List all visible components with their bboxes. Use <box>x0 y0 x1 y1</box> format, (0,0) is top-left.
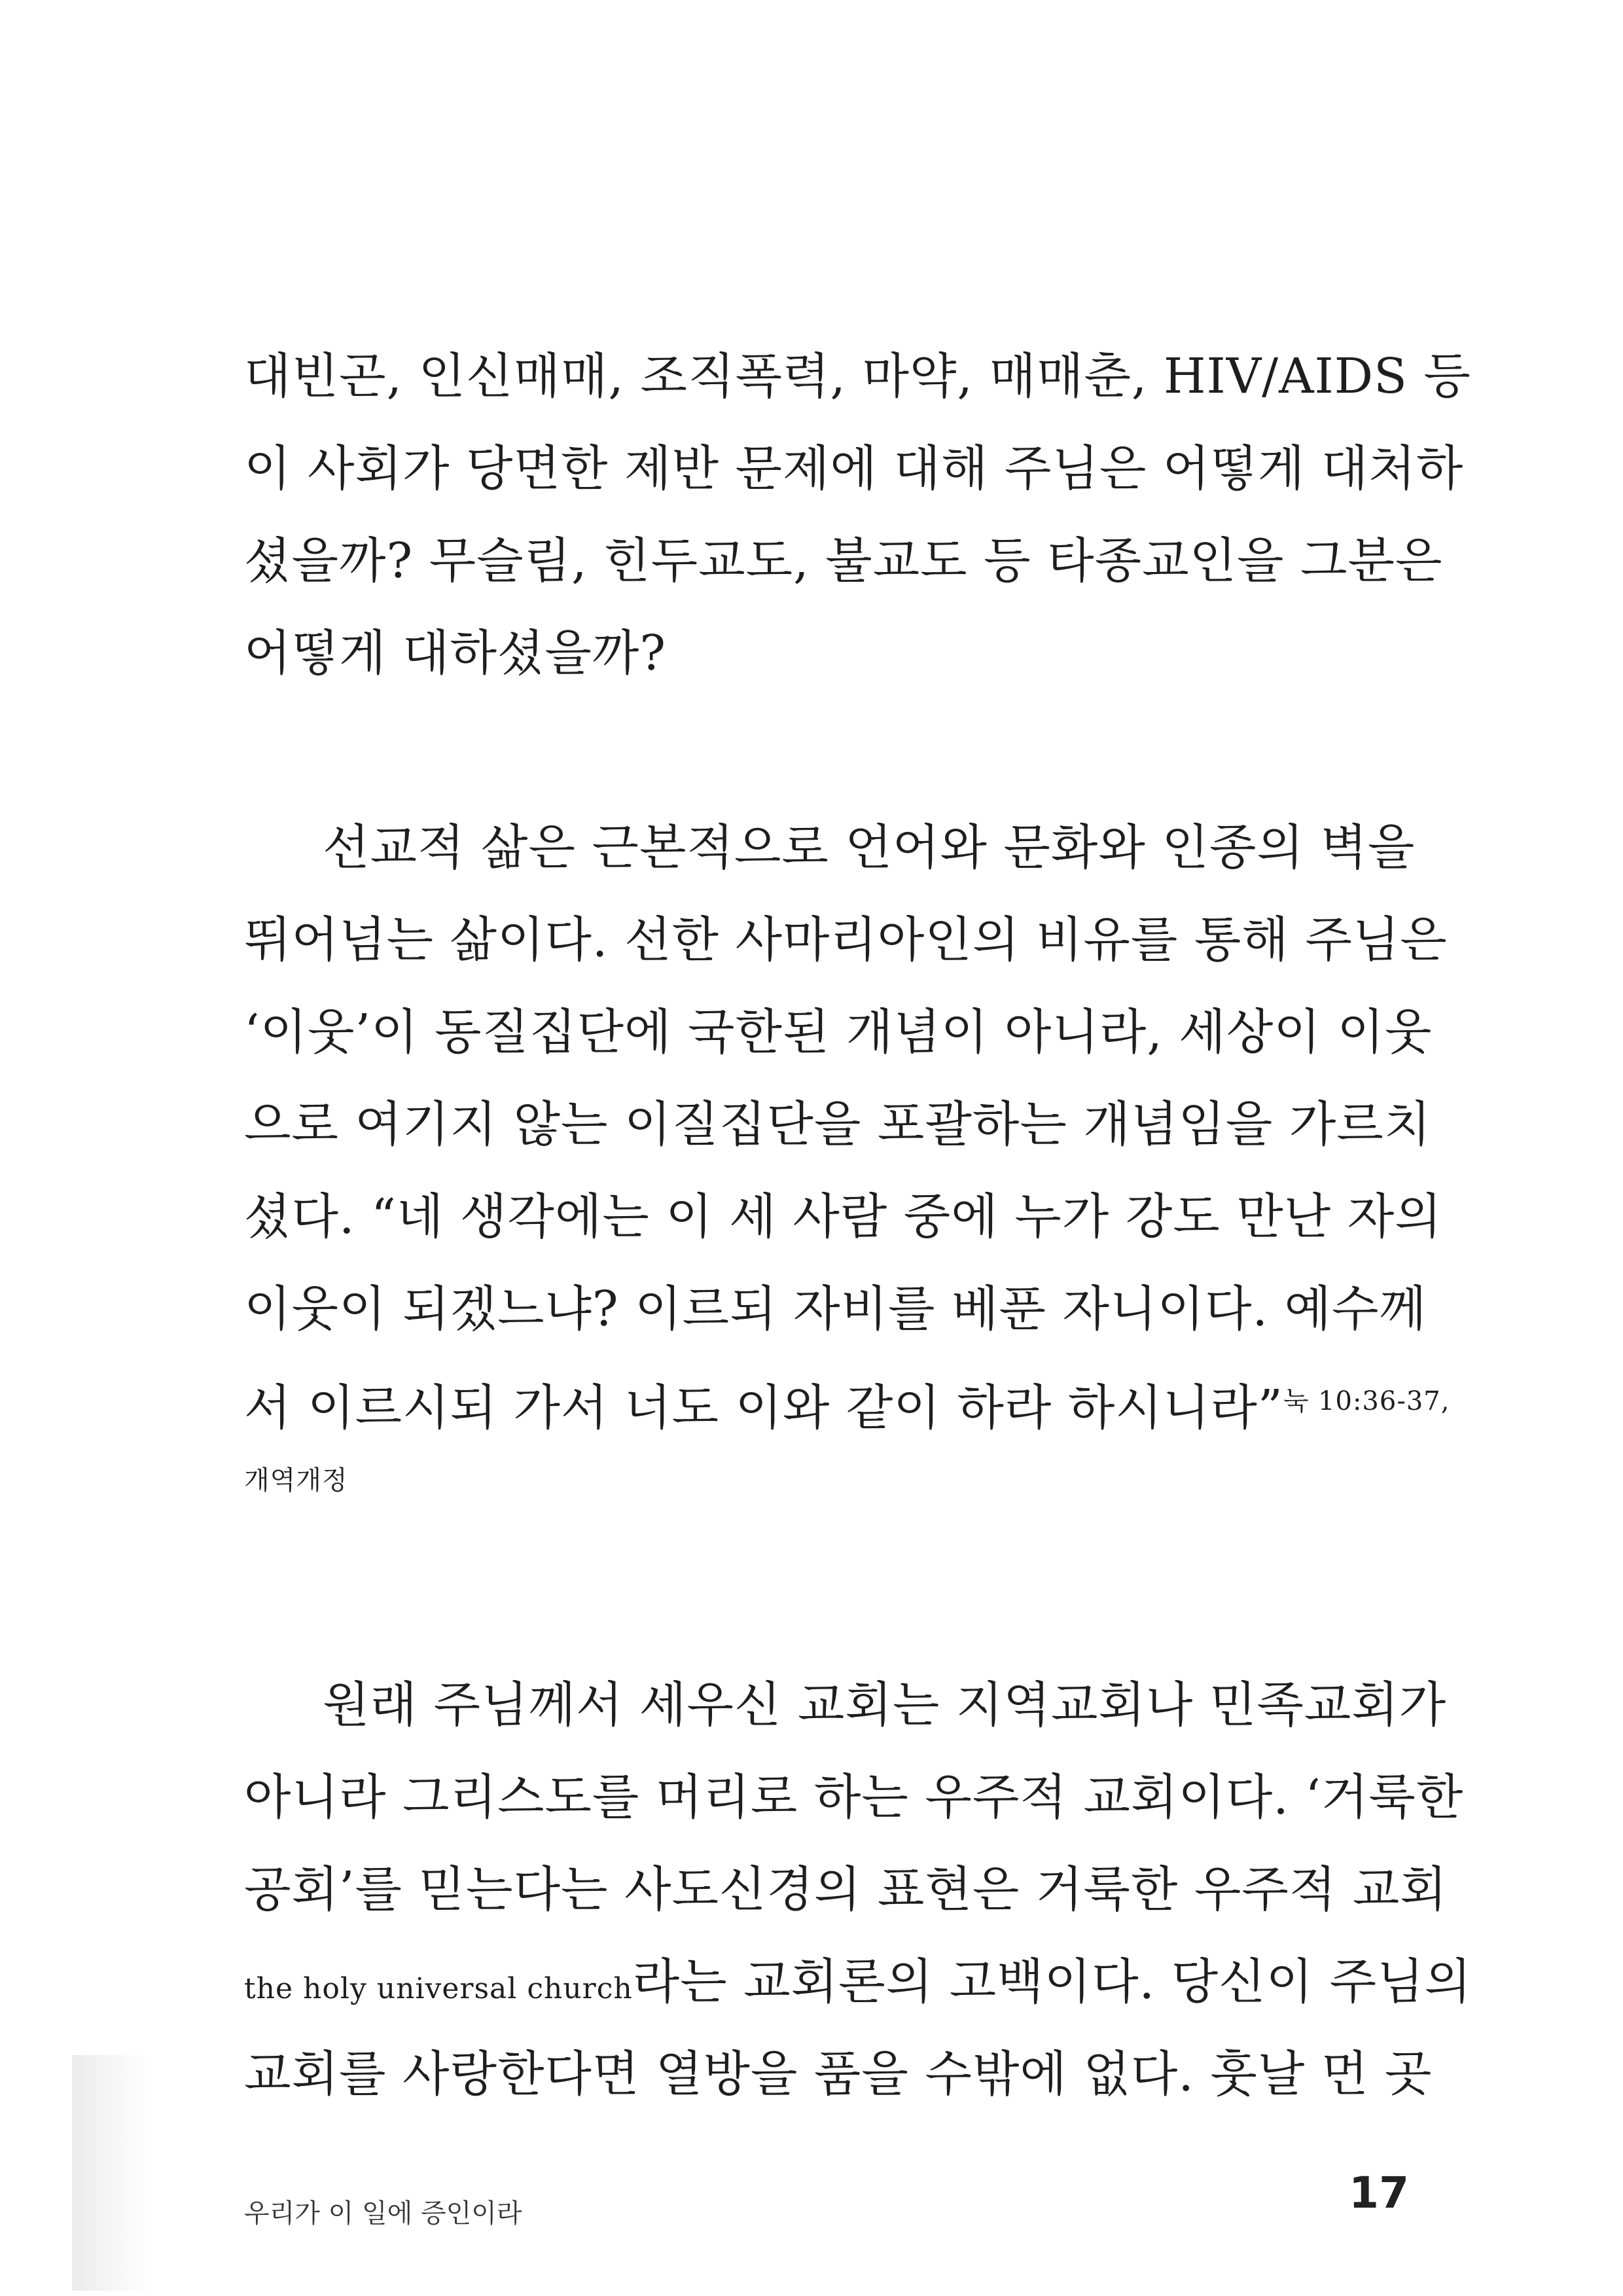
text-line: ‘이웃’이 동질집단에 국한된 개념이 아니라, 세상이 이웃 <box>244 1004 1433 1060</box>
scan-shadow <box>72 2055 151 2291</box>
text-line: 이웃이 되겠느냐? 이르되 자비를 베푼 자니이다. 예수께 <box>244 1281 1427 1337</box>
text-line: 아니라 그리스도를 머리로 하는 우주적 교회이다. ‘거룩한 <box>244 1769 1464 1825</box>
text-line: 으로 여기지 않는 이질집단을 포괄하는 개념임을 가르치 <box>244 1096 1432 1153</box>
text-line <box>244 1355 1450 1448</box>
bible-reference: 눅 10:36-37, <box>1283 1386 1450 1416</box>
quote-end: 서 이르시되 가서 너도 이와 같이 하라 하시니라” <box>244 1380 1283 1436</box>
page-number: 17 <box>1349 2168 1409 2218</box>
paragraph-2 <box>244 802 1450 1513</box>
text-line: 이 사회가 당면한 제반 문제에 대해 주님은 어떻게 대처하 <box>244 440 1464 497</box>
text-line: 원래 주님께서 세우신 교회는 지역교회나 민족교회가 <box>323 1677 1447 1733</box>
line-continuation: 라는 교회론의 고백이다. 당신이 주님의 <box>632 1954 1472 2010</box>
text-line <box>244 1936 1472 2028</box>
text-line: 공회’를 믿는다는 사도신경의 표현은 거룩한 우주적 교회 <box>244 1861 1448 1918</box>
text-line: 어떻게 대하셨을까? <box>244 625 667 681</box>
bible-translation: 개역개정 <box>244 1465 348 1496</box>
text-line: 뛰어넘는 삶이다. 선한 사마리아인의 비유를 통해 주님은 <box>244 912 1448 968</box>
text-line: 셨다. “네 생각에는 이 세 사람 중에 누가 강도 만난 자의 <box>244 1189 1442 1245</box>
text-line: 교회를 사랑한다면 열방을 품을 수밖에 없다. 훗날 먼 곳 <box>244 2046 1433 2102</box>
text-line: 셨을까? 무슬림, 힌두교도, 불교도 등 타종교인을 그분은 <box>244 533 1443 589</box>
paragraph-3 <box>244 1659 1472 2121</box>
text-line: 선교적 삶은 근본적으로 언어와 문화와 인종의 벽을 <box>323 819 1416 876</box>
running-footer-title: 우리가 이 일에 증인이라 <box>244 2198 522 2229</box>
english-term: the holy universal church <box>244 1972 633 2005</box>
text-line: 대빈곤, 인신매매, 조직폭력, 마약, 매매춘, HIV/AIDS 등 <box>244 348 1471 404</box>
paragraph-1 <box>244 331 1471 700</box>
